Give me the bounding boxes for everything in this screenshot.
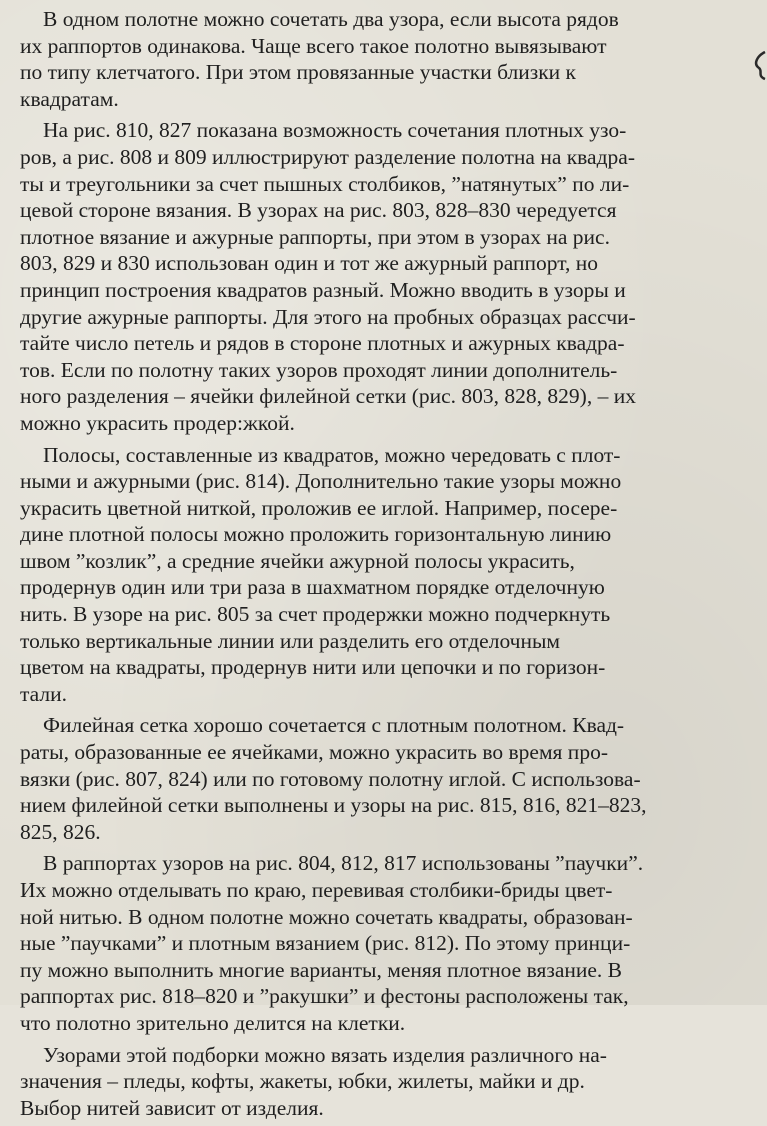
paragraph-2: На рис. 810, 827 показана возможность сочетания плотных узо- ров, а рис. 808 и 809 иллюстрируют разделение полотна на квадра- ты и треугольники за счет пышных столбиков, ”натянутых” по ли- цевой стороне вязания. В узорах на рис. 803, 828–830 чередуется плотное вязание и ажурные раппорты, при этом в узорах на рис. 803, 829 и 830 использован один и тот же ажурный раппорт, но принцип построения квадратов разный. Можно вводить в узоры и другие ажурные раппорты. Для этого на пробных образцах рассчи- тайте число петель и рядов в стороне плотных и ажурных квадра- тов. Если по полотну таких узоров проходят линии дополнитель- ного разделения – ячейки филейной сетки (рис. 803, 828, 829), – их можно украсить продер:жкой.: [20, 118, 636, 435]
margin-ink-mark: [751, 48, 767, 82]
paragraph-1: В одном полотне можно сочетать два узора, если высота рядов их раппортов одинакова. Чаще всего такое полотно вывязывают по типу клетчатого. При этом провязанные участки близки к квадратам.: [20, 7, 619, 111]
paragraph-5: В раппортах узоров на рис. 804, 812, 817 использованы ”паучки”. Их можно отделывать по краю, перевивая столбики-бриды цвет- ной нитью. В одном полотне можно сочетать квадраты, образован- ные ”паучками” и плотным вязанием (рис. 812). По этому принци- пу можно выполнить многие варианты, меняя плотное вязание. В раппортах рис. 818–820 и ”ракушки” и фестоны расположены так, что полотно зрительно делится на клетки.: [20, 851, 644, 1035]
paragraph-4: Филейная сетка хорошо сочетается с плотным полотном. Квад- раты, образованные ее ячейками, можно украсить во время про- вязки (рис. 807, 824) или по готовому полотну иглой. С использова- нием филейной сетки выполнены и узоры на рис. 815, 816, 821–823, 825, 826.: [20, 713, 647, 844]
paragraph-3: Полосы, составленные из квадратов, можно чередовать с плот- ными и ажурными (рис. 814). Дополнительно такие узоры можно украсить цветной ниткой, проложив ее иглой. Например, посере- дине плотной полосы можно проложить горизонтальную линию швом ”козлик”, а средние ячейки ажурной полосы украсить, продернув один или три раза в шахматном порядке отделочную нить. В узоре на рис. 805 за счет продержки можно подчеркнуть только вертикальные линии или разделить его отделочным цветом на квадраты, продернув нити или цепочки и по горизон- тали.: [20, 442, 622, 706]
body-text: [20, 6, 750, 1126]
paragraph-6: Узорами этой подборки можно вязать изделия различного на- значения – пледы, кофты, жакеты, юбки, жилеты, майки и др. Выбор нитей зависит от изделия.: [20, 1042, 607, 1120]
